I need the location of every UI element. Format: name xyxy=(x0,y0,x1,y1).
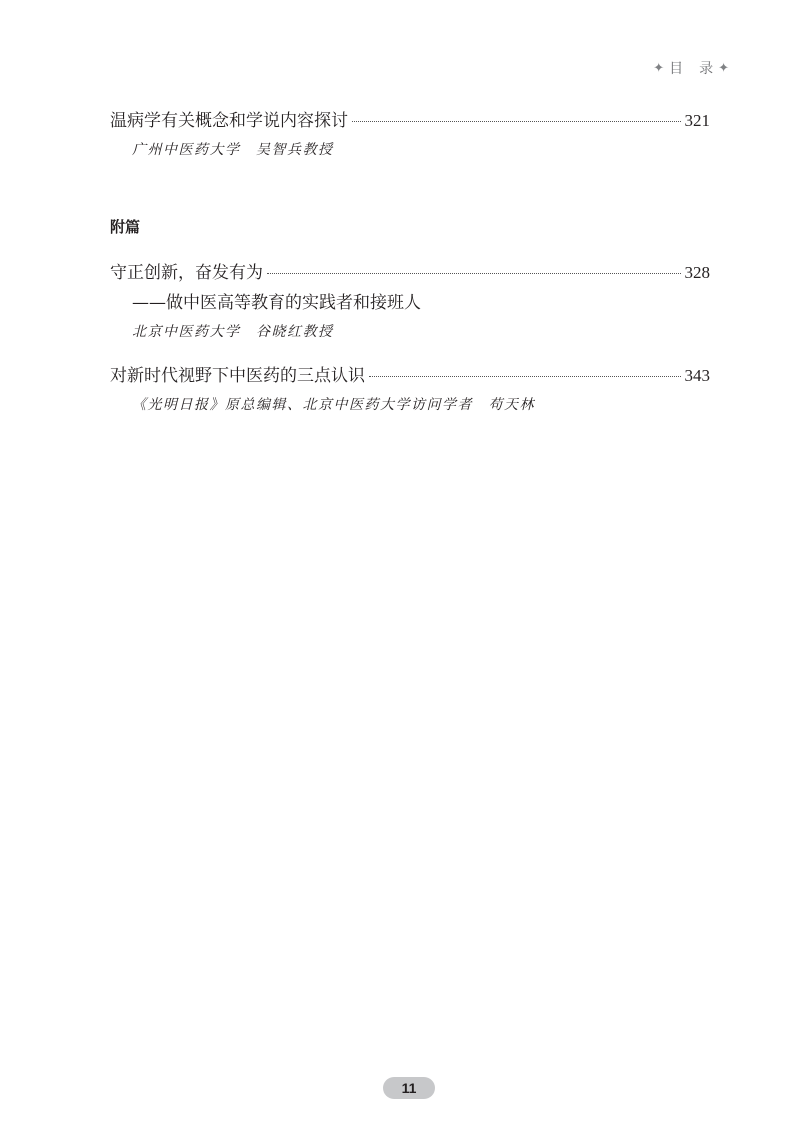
toc-entry-author: 《光明日报》原总编辑、北京中医药大学访问学者 苟天林 xyxy=(132,397,535,413)
toc-entry-page: 328 xyxy=(684,263,710,282)
toc-entry-page: 321 xyxy=(684,111,710,130)
toc-entry[interactable] xyxy=(110,110,710,160)
toc-entry-title: 守正创新，奋发有为 xyxy=(110,263,263,283)
star-ornament-icon: ✦ xyxy=(718,60,730,76)
page-number-badge xyxy=(383,1077,435,1099)
running-head-title: 目 录 xyxy=(669,61,715,77)
toc-entry-line xyxy=(110,262,710,284)
toc-entry[interactable] xyxy=(110,262,710,342)
toc-entry-author: 广州中医药大学 吴智兵教授 xyxy=(132,142,334,158)
section-heading: 附篇 xyxy=(110,218,141,236)
star-ornament-icon: ✦ xyxy=(653,60,666,76)
toc-entry[interactable] xyxy=(110,365,710,415)
toc-entry-line xyxy=(110,110,710,132)
dot-leader xyxy=(352,121,681,122)
dot-leader xyxy=(369,376,681,377)
running-head xyxy=(653,58,730,78)
toc-entry-author: 北京中医药大学 谷晓红教授 xyxy=(132,324,334,340)
dot-leader xyxy=(267,273,681,274)
toc-entry-page: 343 xyxy=(684,366,710,385)
toc-entry-subtitle: ——做中医高等教育的实践者和接班人 xyxy=(132,293,421,313)
toc-entry-title: 对新时代视野下中医药的三点认识 xyxy=(110,366,365,386)
toc-entry-title: 温病学有关概念和学说内容探讨 xyxy=(110,111,348,131)
page-number: 11 xyxy=(401,1080,417,1096)
toc-entry-line xyxy=(110,365,710,387)
